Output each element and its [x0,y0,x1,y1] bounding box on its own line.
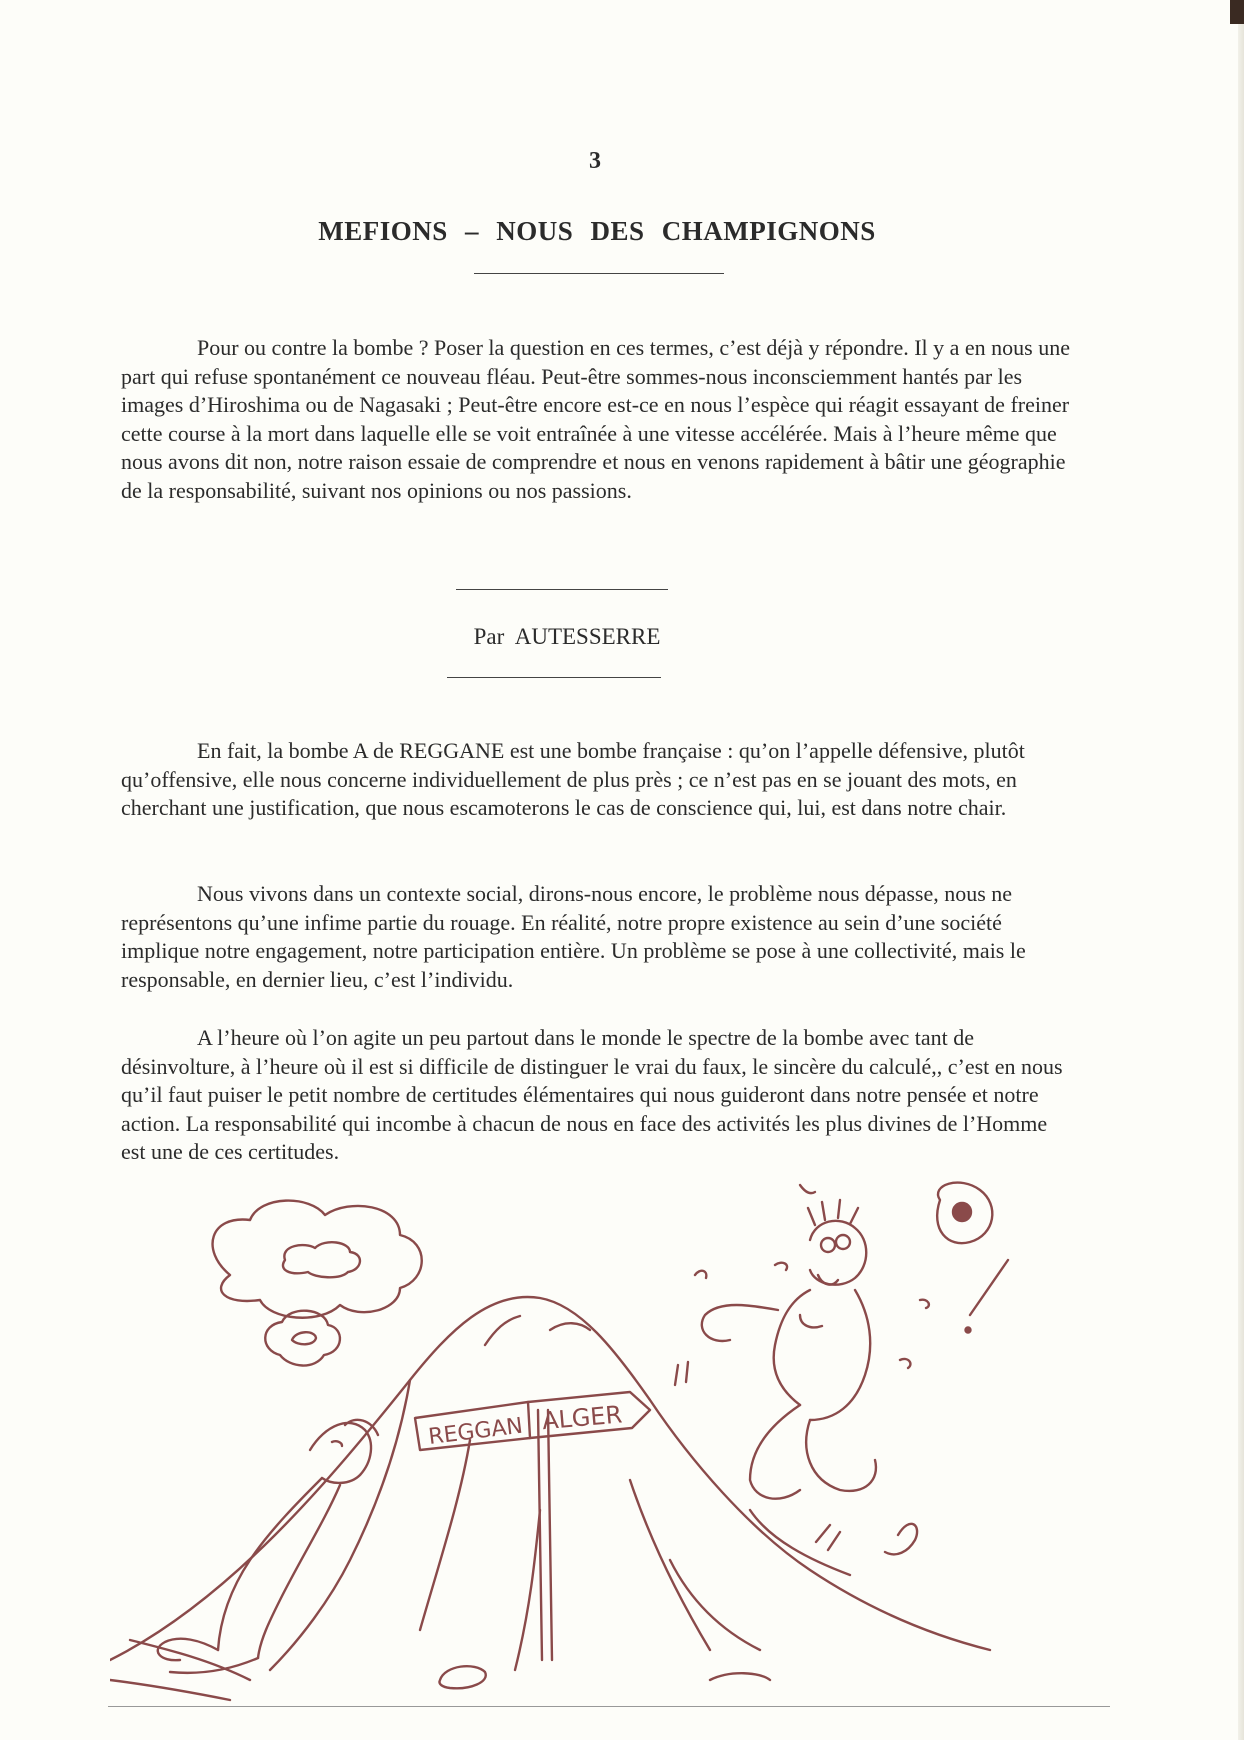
page-number: 3 [589,148,601,174]
cartoon-illustration [110,1180,1110,1710]
rock [439,1666,485,1688]
title-underline [474,273,724,274]
body-paragraph-2 [121,880,1071,994]
thought-bubble [213,1201,422,1318]
byline: Par AUTESSERRE [473,624,661,649]
reclining-figure [310,1423,371,1483]
body-text-1: En fait, la bombe A de REGGANE est une bombe française : qu’on l’appelle défensive, plutôt qu’offensive, elle nous concerne individuellement de plus près ; ce n’est pas en se jouant des mots, en cherchant une justification, que nous escamoterons le cas de conscience qui, lui, est dans notre chair. [121,738,1025,820]
page-edge [1238,0,1244,1740]
scan-corner-mark [1230,0,1244,24]
sign-left-label: REGGAN [427,1413,525,1451]
intro-paragraph [121,334,1071,505]
body-text-3: A l’heure où l’on agite un peu partout dans le monde le spectre de la bombe avec tant de désinvolture, à l’heure où il est si difficile de distinguer le vrai du faux, le sincère du calculé,, c’est en nous qu’il faut puiser le petit nombre de certitudes élémentaires qui nous guideront dans notre pensée et notre action. La responsabilité qui incombe à chacun de nous en face des activités les plus divines de l’Homme est une de ces certitudes. [121,1025,1063,1164]
byline-rule-top [456,589,668,590]
sign-right-label: ALGER [540,1400,624,1436]
intro-text: Pour ou contre la bombe ? Poser la question en ces termes, c’est déjà y répondre. Il y a en nous une part qui refuse spontanément ce nouveau fléau. Peut-être sommes-nous inconsciemment hantés par les images d’Hiroshima ou de Nagasaki ; Peut-être encore est-ce en nous l’espèce qui réagit essayant de freiner cette course à la mort dans laquelle elle se voit entraînée à une vitesse accélérée. Mais à l’heure même que nous avons dit non, notre raison essaie de comprendre et nous en venons rapidement à bâtir une géographie de la responsabilité, suivant nos opinions ou nos passions. [121,335,1071,503]
body-paragraph-1 [121,737,1071,823]
byline-rule-bottom [447,677,661,678]
body-text-2: Nous vivons dans un contexte social, dirons-nous encore, le problème nous dépasse, nous ne représentons qu’une infime partie du rouage. En réalité, notre propre existence au sein d’une société implique notre engagement, notre participation entière. Un problème se pose à une collectivité, mais le responsable, en dernier lieu, c’est l’individu. [121,881,1026,992]
thought-bubble-inner-cloud [283,1242,360,1277]
bottom-rule [108,1706,1110,1707]
article-title: MEFIONS – NOUS DES CHAMPIGNONS [318,216,876,246]
body-paragraph-3 [121,1024,1071,1167]
